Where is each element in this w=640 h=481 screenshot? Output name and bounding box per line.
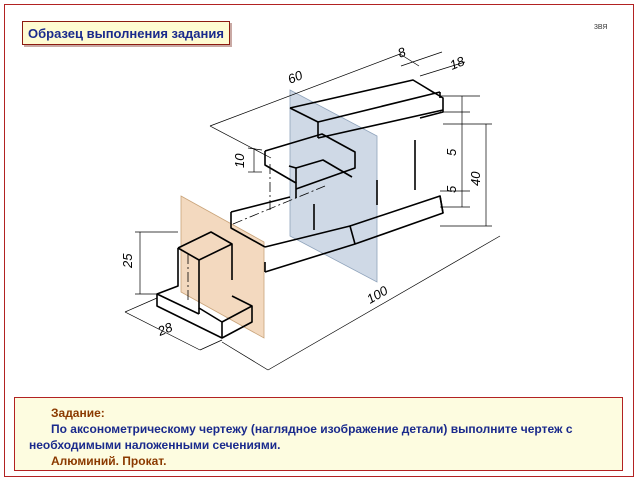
dim-5-lower: 5 bbox=[444, 185, 459, 193]
page-title-text: Образец выполнения задания bbox=[28, 25, 224, 41]
dim-60: 60 bbox=[285, 67, 305, 87]
sheet-code: 3ВЯ bbox=[594, 24, 608, 31]
dim-8: 8 bbox=[395, 44, 408, 61]
task-text-line2: необходимыми наложенными сечениями. bbox=[29, 438, 281, 452]
dim-25: 25 bbox=[120, 253, 135, 268]
dim-18: 18 bbox=[447, 53, 467, 73]
dim-100: 100 bbox=[364, 282, 391, 307]
task-panel bbox=[14, 397, 623, 471]
page-title bbox=[22, 21, 230, 45]
axonometric-drawing bbox=[16, 44, 624, 388]
dim-40: 40 bbox=[468, 171, 483, 186]
task-text-line1: По аксонометрическому чертежу (наглядное изображение детали) выполните чертеж с bbox=[51, 422, 573, 436]
task-heading: Задание: bbox=[51, 406, 105, 420]
task-material: Алюминий. Прокат. bbox=[51, 454, 167, 468]
dim-5-upper: 5 bbox=[444, 148, 459, 156]
dim-28: 28 bbox=[155, 319, 175, 339]
dim-10: 10 bbox=[232, 153, 247, 168]
